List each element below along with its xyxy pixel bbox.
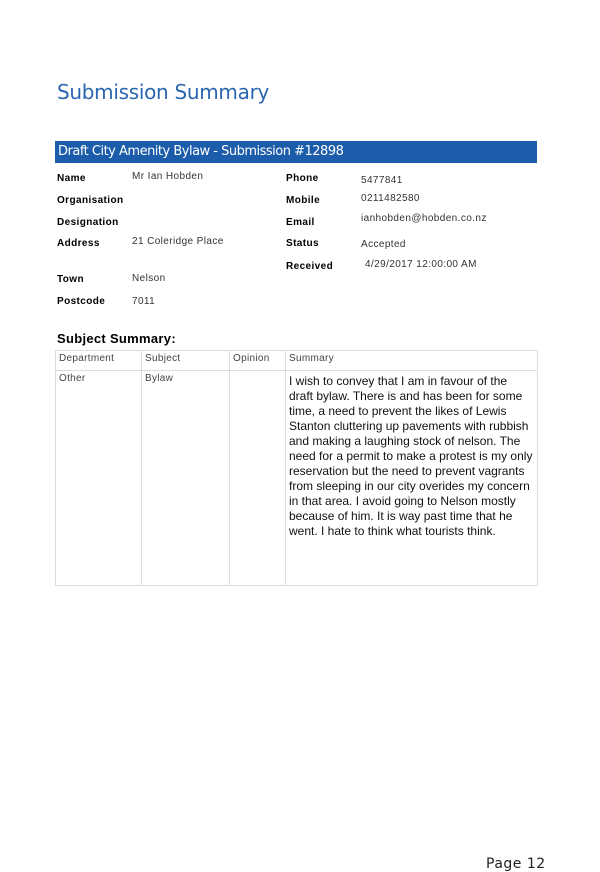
designation-label: Designation (57, 217, 119, 228)
department-cell: Other (56, 371, 142, 586)
address-label: Address (57, 238, 100, 249)
town-label: Town (57, 274, 84, 285)
postcode-value: 7011 (132, 296, 156, 307)
table-header-row (56, 351, 538, 371)
column-header-subject: Subject (142, 351, 230, 371)
subject-cell: Bylaw (142, 371, 230, 586)
email-label: Email (286, 217, 315, 228)
name-label: Name (57, 173, 86, 184)
postcode-label: Postcode (57, 296, 106, 307)
page-title: Submission Summary (57, 80, 270, 104)
subject-summary-table (55, 350, 538, 586)
organisation-label: Organisation (57, 195, 124, 206)
address-value: 21 Coleridge Place (132, 236, 224, 247)
column-header-opinion: Opinion (230, 351, 286, 371)
town-value: Nelson (132, 273, 166, 284)
subject-summary-title: Subject Summary: (57, 331, 176, 346)
mobile-label: Mobile (286, 195, 321, 206)
mobile-value: 0211482580 (361, 193, 420, 204)
opinion-cell (230, 371, 286, 586)
received-label: Received (286, 261, 334, 272)
phone-value: 5477841 (361, 175, 403, 186)
status-value: Accepted (361, 239, 406, 250)
name-value: Mr Ian Hobden (132, 171, 204, 182)
summary-cell: I wish to convey that I am in favour of the draft bylaw. There is and has been for some time, a need to prevent the likes of Lewis Stanton cluttering up pavements with rubbish and making a laughing stock of nelson. The need for a permit to make a protest is my only reservation but the need to prevent vagrants from sleeping in our city overides my concern in that area. I avoid going to Nelson mostly because of him. It is way past time that he went. I hate to think what tourists think. (286, 371, 538, 586)
column-header-department: Department (56, 351, 142, 371)
submission-banner: Draft City Amenity Bylaw - Submission #12898 (55, 141, 537, 163)
received-value: 4/29/2017 12:00:00 AM (365, 259, 477, 270)
email-value: ianhobden@hobden.co.nz (361, 213, 487, 224)
table-row (56, 371, 538, 586)
phone-label: Phone (286, 173, 319, 184)
column-header-summary: Summary (286, 351, 538, 371)
page-number: Page 12 (486, 856, 546, 872)
status-label: Status (286, 238, 319, 249)
